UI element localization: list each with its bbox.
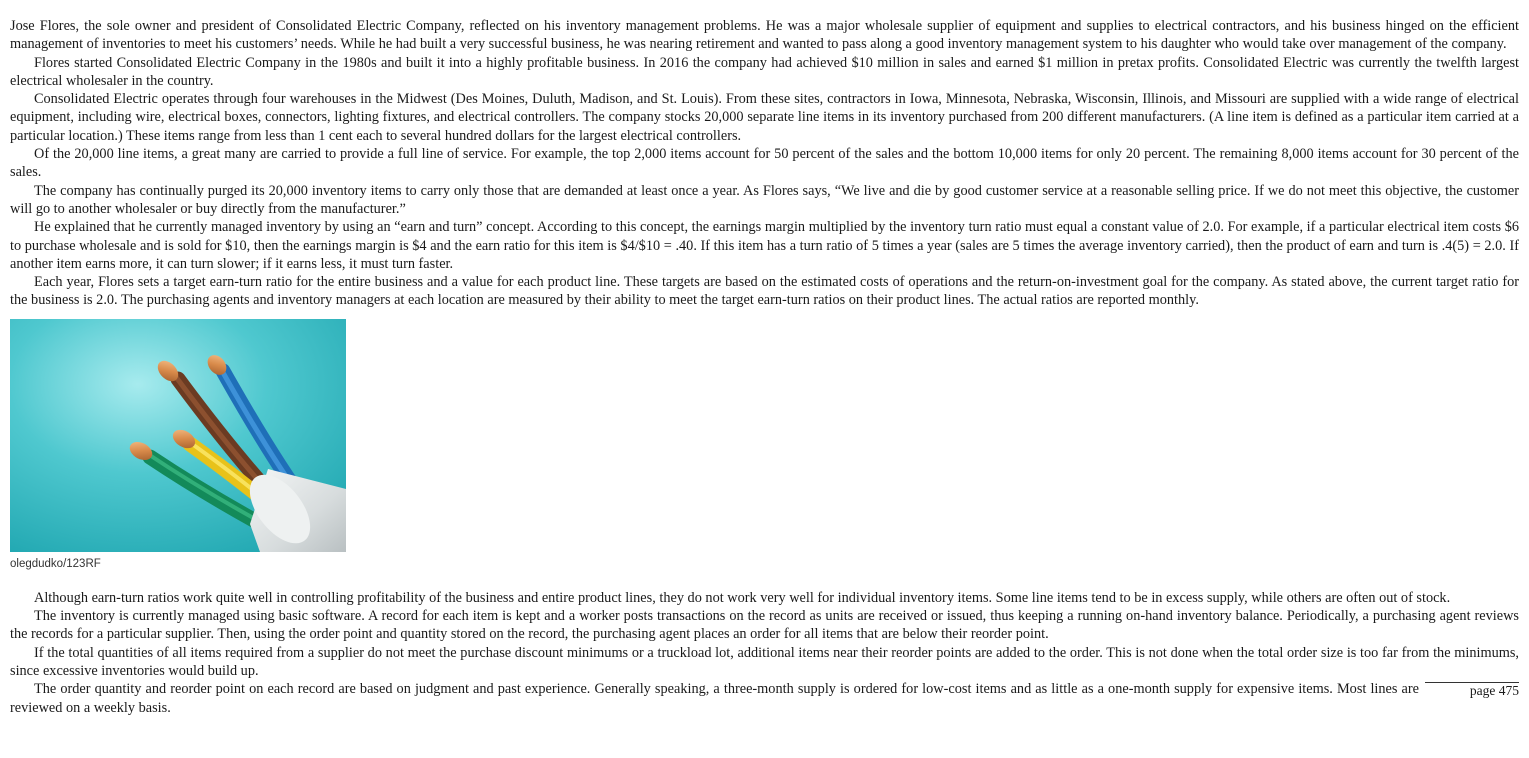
paragraph-text: The order quantity and reorder point on each record are based on judgment and past experience. Generally speaking, a three-month supply is ordered for low-cost items and as little as a one-month supply for expensive items. Most lines are reviewed on a weekly basis.: [10, 681, 1419, 716]
paragraph: Each year, Flores sets a target earn-turn ratio for the entire business and a value for each product line. These targets are based on the estimated costs of operations and the return-on-investment goal for the company. As stated above, the current target ratio for the business is 2.0. The purchasing agents and inventory managers at each location are measured by their ability to meet the target earn-turn ratios on their product lines. The actual ratios are reported monthly.: [10, 274, 1519, 309]
electrical-wires-photo: [10, 319, 346, 552]
paragraph: Consolidated Electric operates through four warehouses in the Midwest (Des Moines, Duluth, Madison, and St. Louis). From these sites, contractors in Iowa, Minnesota, Nebraska, Wisconsin, Illinois, and Missouri are supplied with a wide range of electrical equipment, including wire, electrical boxes, connectors, lighting fixtures, and electrical controllers. The company stocks 20,000 separate line items in its inventory purchased from 200 different manufacturers. (A line item is defined as a particular item carried at a particular location.) These items range from less than 1 cent each to several hundred dollars for the largest electrical controllers.: [10, 91, 1519, 144]
paragraph: He explained that he currently managed inventory by using an “earn and turn” concept. According to this concept, the earnings margin multiplied by the inventory turn ratio must equal a constant value of 2.0. For example, if a particular electrical item costs $6 to purchase wholesale and is sold for $10, then the earnings margin is $4 and the earn ratio for this item is $4/$10 = .40. If this item has a turn ratio of 5 times a year (sales are 5 times the average inventory carried), then the product of earn and turn is .4(5) = 2.0. If another item earns more, it can turn slower; if it earns less, it must turn faster.: [10, 219, 1519, 272]
paragraph: The company has continually purged its 20,000 inventory items to carry only those that are demanded at least once a year. As Flores says, “We live and die by good customer service at a reasonable selling price. If we do not meet this objective, the customer will go to another wholesaler or buy directly from the manufacturer.”: [10, 182, 1519, 217]
photo-credit: olegdudko/123RF: [10, 557, 101, 570]
paragraph: If the total quantities of all items required from a supplier do not meet the purchase discount minimums or a truckload lot, additional items near their reorder points are added to the order. This is not done when the total order size is too far from the minimums, since excessive inventories would build up.: [10, 644, 1519, 679]
paragraph: Flores started Consolidated Electric Company in the 1980s and built it into a highly profitable business. In 2016 the company had achieved $10 million in sales and earned $1 million in pretax profits. Consolidated Electric was currently the twelfth largest electrical wholesaler in the country.: [10, 54, 1519, 89]
paragraph: Jose Flores, the sole owner and president of Consolidated Electric Company, reflected on his inventory management problems. He was a major wholesale supplier of equipment and supplies to electrical contractors, and his business hinged on the efficient management of inventories to meet his customers’ needs. While he had built a very successful business, he was nearing retirement and wanted to pass along a good inventory management system to his daughter who would take over management of the company.: [10, 18, 1519, 53]
paragraph: Although earn-turn ratios work quite well in controlling profitability of the business and entire product lines, they do not work very well for individual inventory items. Some line items tend to be in excess supply, while others are often out of stock.: [34, 589, 1451, 606]
paragraph: Of the 20,000 line items, a great many are carried to provide a full line of service. For example, the top 2,000 items account for 50 percent of the sales and the bottom 10,000 items for only 20 percent. The remaining 8,000 items account for 30 percent of the sales.: [10, 146, 1519, 181]
document-body: [10, 17, 1519, 717]
figure: [10, 319, 1519, 571]
paragraph-with-page-number: [10, 680, 1519, 717]
page-number: page 475: [1425, 682, 1519, 699]
paragraph: The inventory is currently managed using basic software. A record for each item is kept and a worker posts transactions on the record as units are received or issued, thus keeping a running on-hand inventory balance. Periodically, a purchasing agent reviews the records for a particular supplier. Then, using the order point and quantity stored on the record, the purchasing agent places an order for all items that are below their reorder point.: [10, 608, 1519, 643]
